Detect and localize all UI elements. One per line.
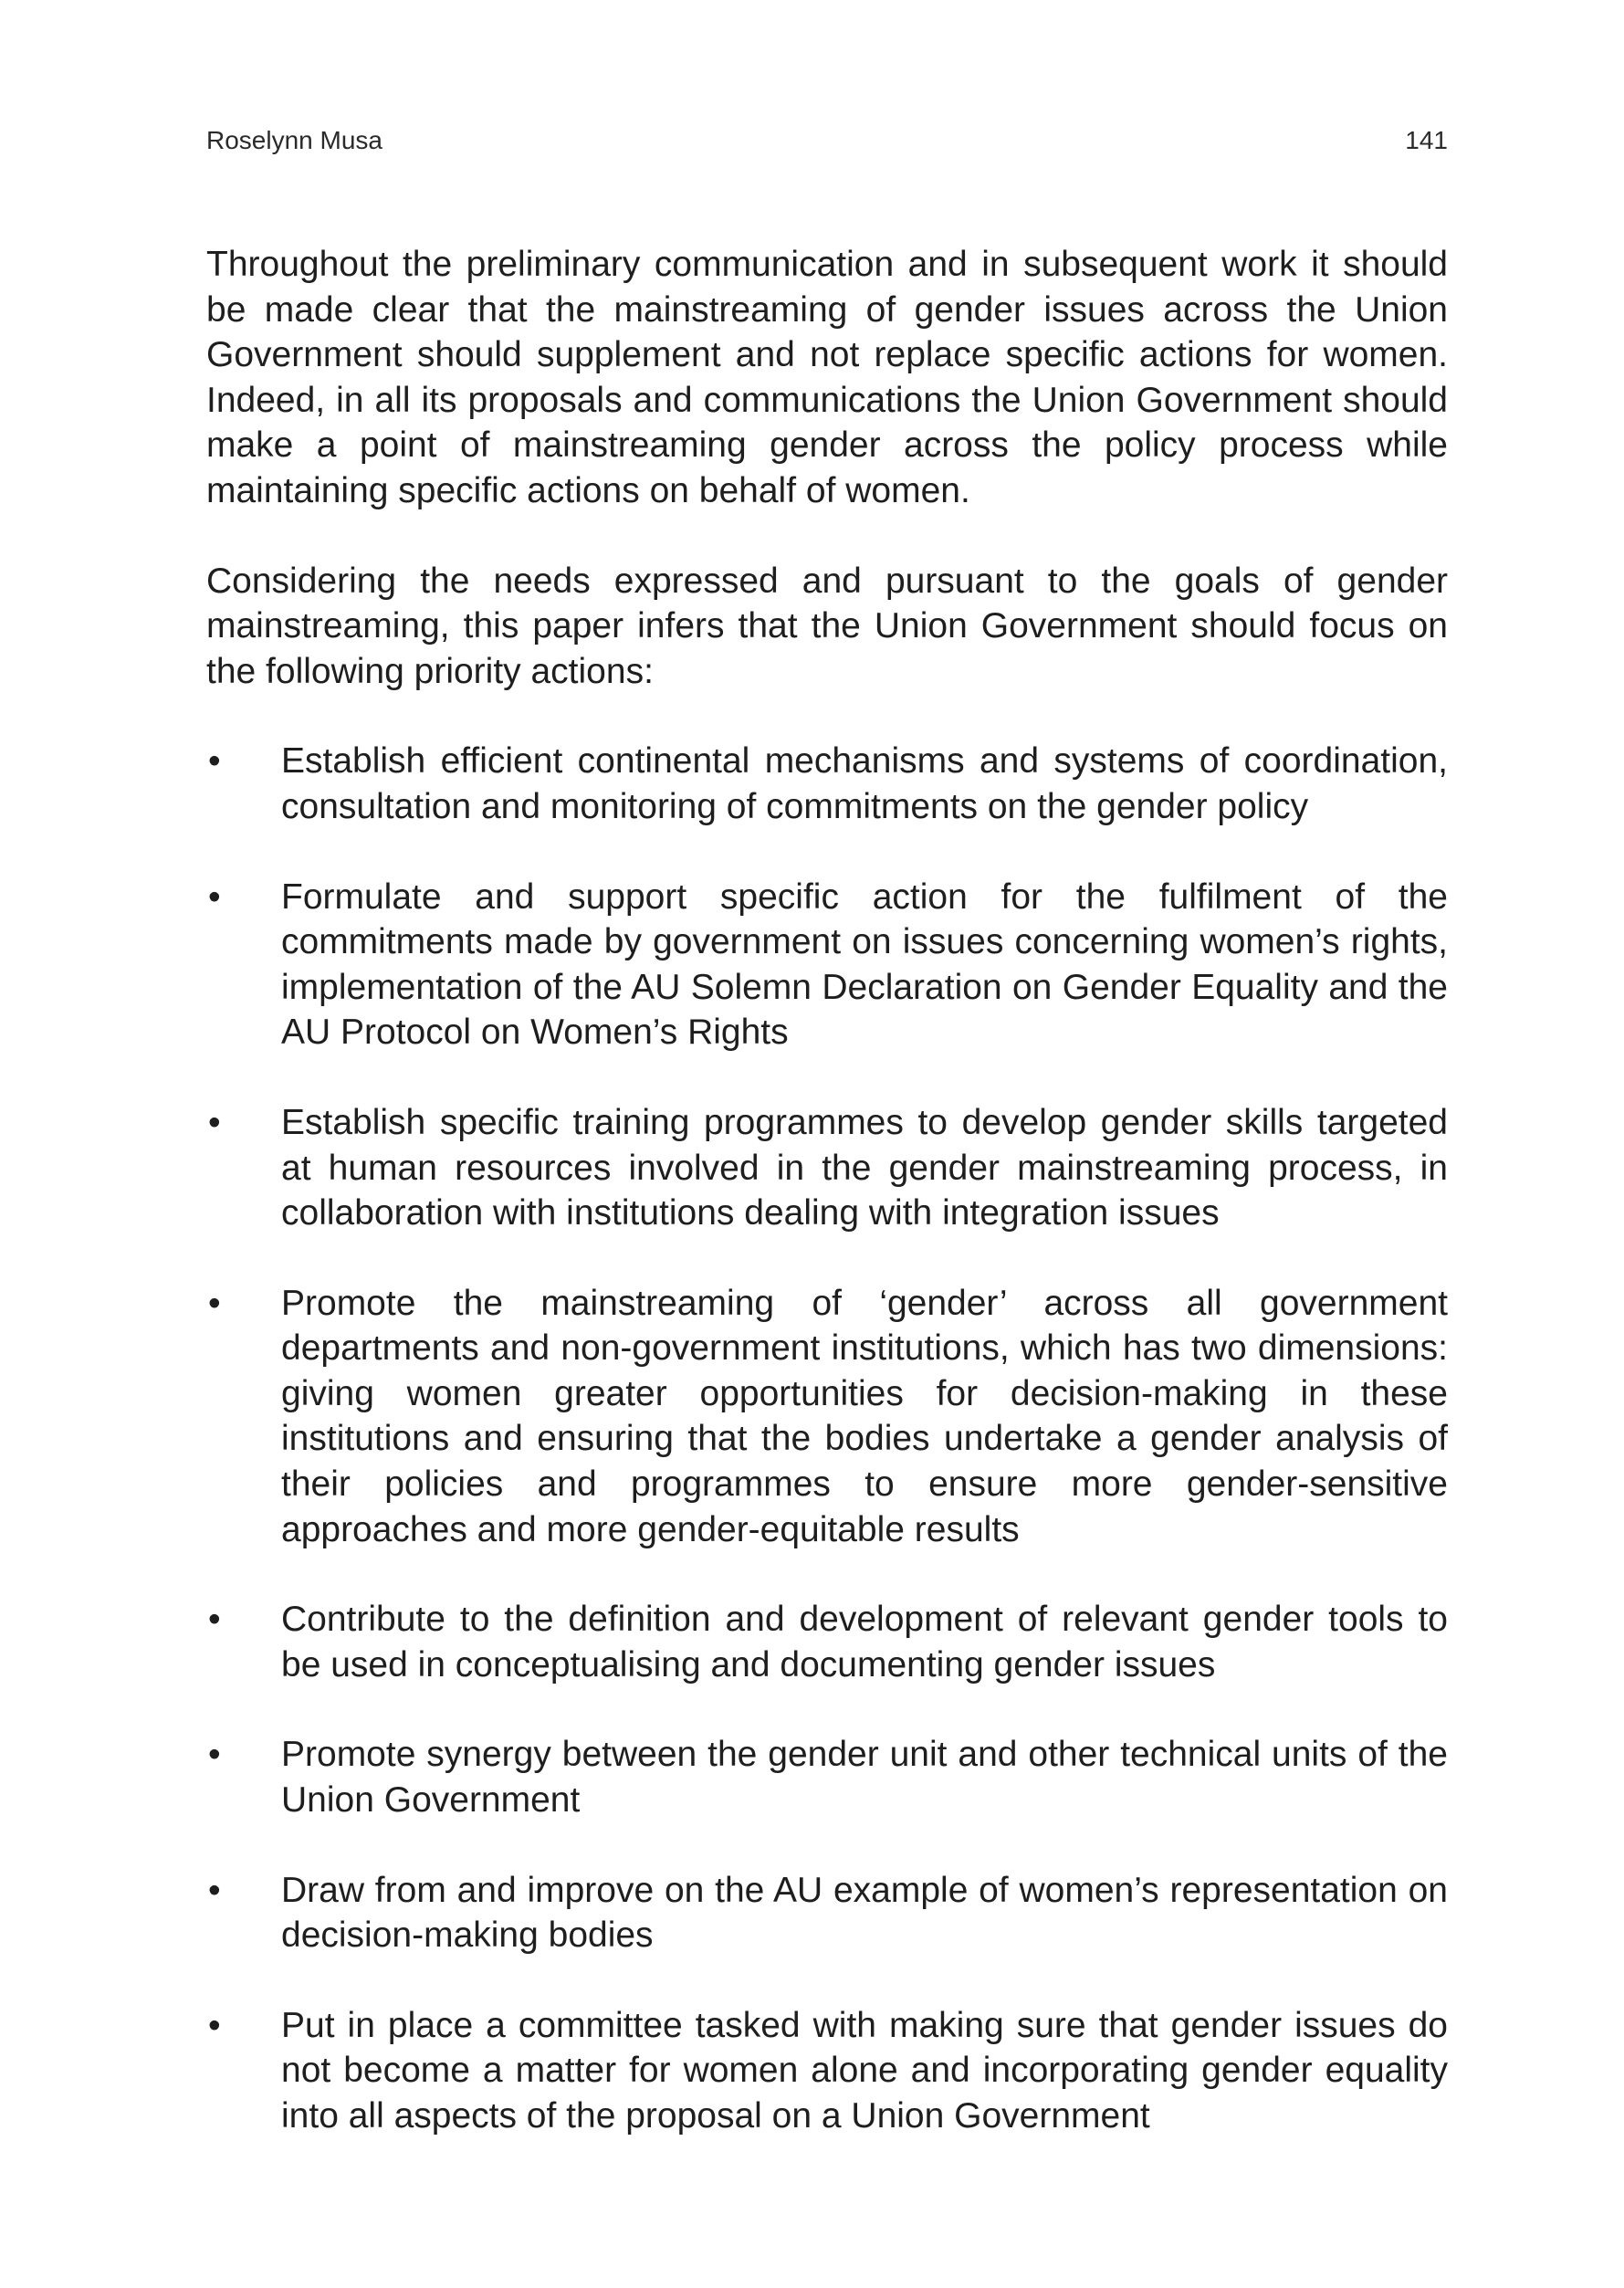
list-item [206,1597,1448,1687]
list-item-text: Formulate and support specific action for the fulfilment of the commitments made by government on issues concerning women’s rights, implementation of the AU Solemn Declaration on Gender Equality and the AU Protocol on Women’s Rights [281,876,1448,1053]
body-text [206,242,1448,2184]
list-item [206,1868,1448,1958]
priority-actions-list [206,739,1448,2138]
list-item-text: Promote synergy between the gender unit and other technical units of the Union Government [281,1735,1448,1821]
list-item [206,1100,1448,1236]
list-item [206,1732,1448,1822]
bullet-icon: • [208,1735,221,1775]
list-item-text: Put in place a committee tasked with making sure that gender issues do not become a matter for women alone and incorporating gender equality into all aspects of the proposal on a Union Government [281,2005,1448,2136]
list-item-text: Draw from and improve on the AU example of women’s representation on decision-making bodies [281,1870,1448,1956]
list-item [206,1281,1448,1553]
running-head-author: Roselynn Musa [206,126,382,154]
bullet-icon: • [208,876,221,917]
bullet-icon: • [208,1283,221,1323]
bullet-icon: • [208,1870,221,1910]
paragraph: Considering the needs expressed and pursuant to the goals of gender mainstreaming, this paper infers that the Union Government should focus on the following priority actions: [206,561,1448,691]
list-item-text: Establish specific training programmes to develop gender skills targeted at human resources involved in the gender mainstreaming process, in collaboration with institutions dealing with integration issues [281,1102,1448,1233]
bullet-icon: • [208,1102,221,1142]
bullet-icon: • [208,2005,221,2045]
list-item [206,875,1448,1055]
bullet-icon: • [208,741,221,782]
running-header [206,122,1448,159]
bullet-icon: • [208,1600,221,1640]
list-item-text: Contribute to the definition and development of relevant gender tools to be used in conceptualising and documenting gender issues [281,1600,1448,1685]
list-item-text: Promote the mainstreaming of ‘gender’ across all government departments and non-government institutions, which has two dimensions: giving women greater opportunities for decision-making in these institutions and ensuring that the bodies undertake a gender analysis of their policies and programmes to ensure more gender-sensitive approaches and more gender-equitable results [281,1283,1448,1549]
list-item [206,2003,1448,2139]
paragraph: Throughout the preliminary communication and in subsequent work it should be made clear that the mainstreaming of gender issues across the Union Government should supplement and not replace specific actions for women. Indeed, in all its proposals and communications the Union Government should make a point of mainstreaming gender across the policy process while maintaining specific actions on behalf of women. [206,245,1448,510]
page-number: 141 [1405,126,1448,154]
list-item [206,739,1448,829]
list-item-text: Establish efficient continental mechanisms and systems of coordination, consultation and monitoring of commitments on the gender policy [281,741,1448,826]
